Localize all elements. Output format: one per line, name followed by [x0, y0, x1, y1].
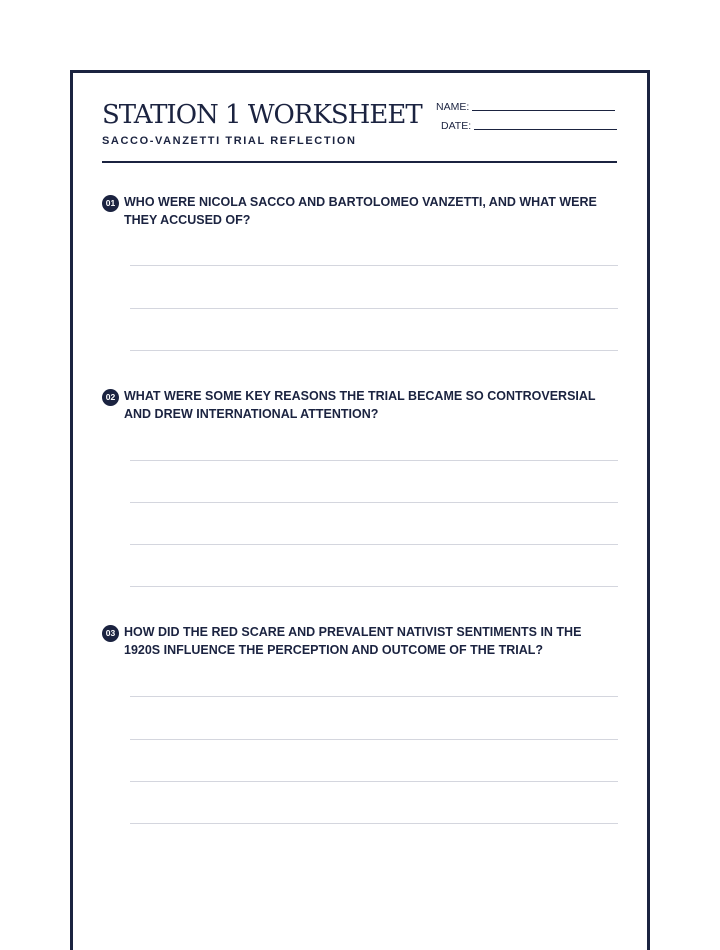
worksheet-title: STATION 1 WORKSHEET [102, 100, 422, 130]
question-1-number-badge: 01 [102, 195, 119, 212]
date-label: DATE: [441, 120, 472, 132]
header-divider [102, 161, 617, 163]
name-field[interactable] [436, 101, 615, 113]
answer-line[interactable] [130, 781, 618, 782]
answer-line[interactable] [130, 823, 618, 824]
question-3-text: HOW DID THE RED SCARE AND PREVALENT NATIVIST SENTIMENTS IN THE 1920S INFLUENCE THE PERCEPTION AND OUTCOME OF THE TRIAL? [124, 625, 582, 657]
date-blank-line[interactable] [474, 129, 617, 130]
answer-line[interactable] [130, 696, 618, 697]
answer-line[interactable] [130, 502, 618, 503]
question-3-number-badge: 03 [102, 625, 119, 642]
answer-line[interactable] [130, 544, 618, 545]
name-blank-line[interactable] [472, 110, 615, 111]
worksheet-subtitle: SACCO-VANZETTI TRIAL REFLECTION [102, 135, 357, 147]
answer-line[interactable] [130, 308, 618, 309]
question-2-text: WHAT WERE SOME KEY REASONS THE TRIAL BECAME SO CONTROVERSIAL AND DREW INTERNATIONAL ATTENTION? [124, 389, 596, 421]
date-field[interactable] [441, 120, 617, 132]
question-1-text: WHO WERE NICOLA SACCO AND BARTOLOMEO VANZETTI, AND WHAT WERE THEY ACCUSED OF? [124, 195, 597, 227]
answer-line[interactable] [130, 460, 618, 461]
answer-line[interactable] [130, 586, 618, 587]
answer-line[interactable] [130, 265, 618, 266]
answer-line[interactable] [130, 739, 618, 740]
question-2-number-badge: 02 [102, 389, 119, 406]
answer-line[interactable] [130, 350, 618, 351]
name-label: NAME: [436, 101, 470, 113]
